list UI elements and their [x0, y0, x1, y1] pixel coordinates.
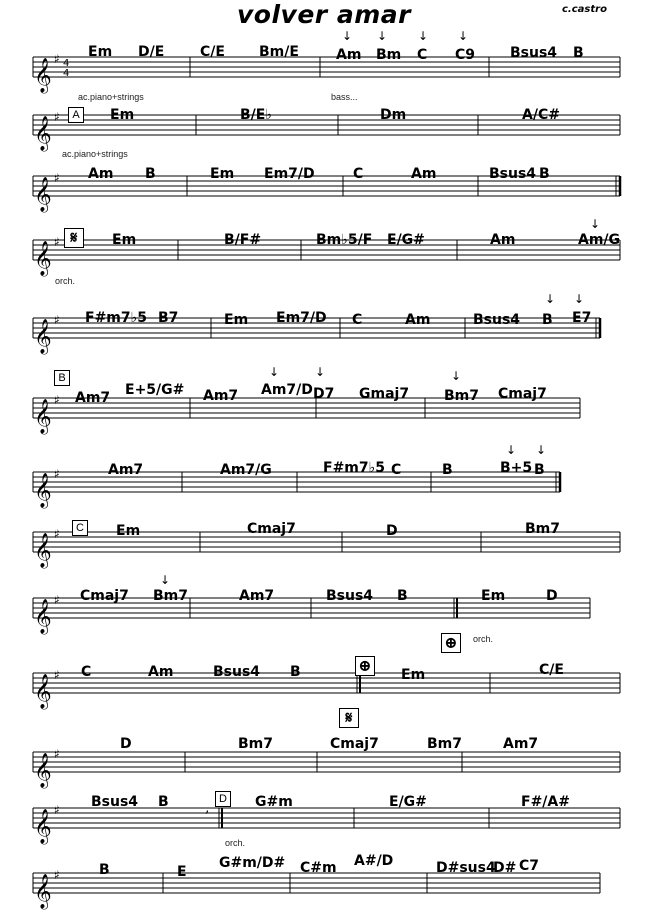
chord: Bsus4: [213, 664, 261, 680]
key-sharp-icon: ♯: [54, 313, 60, 327]
treble-clef-icon: 𝄞: [34, 177, 52, 212]
chord: Bsus4: [91, 794, 139, 810]
instrument-note: orch.: [225, 838, 246, 848]
chord: D#sus4: [436, 860, 496, 876]
chord: Em: [112, 232, 137, 248]
chord: Am7/D: [261, 382, 313, 398]
chord: Cmaj7: [247, 521, 296, 537]
key-sharp-icon: ♯: [54, 868, 60, 882]
chord: D#: [493, 860, 517, 876]
chord: A#/D: [354, 853, 394, 869]
key-sharp-icon: ♯: [54, 235, 60, 249]
chord: C: [353, 166, 364, 182]
chord: Em: [401, 667, 426, 683]
treble-clef-icon: 𝄞: [34, 116, 52, 151]
chord: Bsus4: [489, 166, 537, 182]
chord: Bm/E: [259, 44, 299, 60]
chord: B: [99, 862, 110, 878]
arrow-down-icon: ↓: [506, 443, 517, 457]
arrow-down-icon: ↓: [451, 369, 462, 383]
chord: C7: [519, 858, 540, 874]
key-sharp-icon: ♯: [54, 393, 60, 407]
rehearsal-mark: B: [54, 370, 70, 386]
chord: Am7: [203, 388, 239, 404]
chord: F#m7♭5: [323, 460, 385, 476]
chord: Am: [405, 312, 431, 328]
chord: E7: [572, 310, 592, 326]
chord: C#m: [300, 860, 337, 876]
arrow-down-icon: ↓: [418, 29, 429, 43]
chord: Em: [110, 107, 135, 123]
chord: Am/G: [578, 232, 621, 248]
chord: B/E♭: [240, 107, 272, 123]
time-signature: 4: [63, 58, 70, 69]
coda-icon: ⊕: [441, 633, 461, 653]
chord: Am: [490, 232, 516, 248]
arrow-down-icon: ↓: [160, 573, 171, 587]
breath-mark: ,: [205, 800, 210, 816]
chord: Bm7: [525, 521, 560, 537]
arrow-down-icon: ↓: [458, 29, 469, 43]
chord: C: [352, 312, 363, 328]
time-signature: 4: [63, 68, 70, 79]
chord: D7: [313, 386, 335, 402]
chord: C9: [455, 47, 476, 63]
chord: Bsus4: [473, 312, 521, 328]
instrument-note: ac.piano+strings: [62, 149, 128, 159]
treble-clef-icon: 𝄞: [34, 58, 52, 93]
chord: B+5: [500, 460, 533, 476]
chord: B7: [158, 310, 179, 326]
treble-clef-icon: 𝄞: [34, 319, 52, 354]
chord: C/E: [539, 662, 564, 678]
chord: Bm7: [153, 588, 188, 604]
key-sharp-icon: ♯: [54, 593, 60, 607]
chord: Bm7: [427, 736, 462, 752]
chord: B: [397, 588, 408, 604]
chord: B: [534, 462, 545, 478]
segno-icon: 𝄋: [339, 708, 359, 728]
composer-name: c.castro: [562, 4, 607, 15]
chord: Am7: [75, 390, 111, 406]
chord: Bm7: [238, 736, 273, 752]
instrument-note: bass...: [331, 92, 358, 102]
key-sharp-icon: ♯: [54, 668, 60, 682]
chord: Bm: [376, 47, 402, 63]
chord: Am7: [108, 462, 144, 478]
song-title: volver amar: [237, 0, 411, 29]
chord: Em7/D: [276, 310, 327, 326]
key-sharp-icon: ♯: [54, 747, 60, 761]
chord: E: [177, 864, 187, 880]
arrow-down-icon: ↓: [315, 365, 326, 379]
arrow-down-icon: ↓: [377, 29, 388, 43]
chord: B: [290, 664, 301, 680]
key-sharp-icon: ♯: [54, 171, 60, 185]
chord: E/G#: [387, 232, 425, 248]
rehearsal-mark: C: [72, 520, 88, 536]
instrument-note: orch.: [473, 634, 494, 644]
chord: Gmaj7: [359, 386, 410, 402]
instrument-note: orch.: [55, 276, 76, 286]
chord: B: [539, 166, 550, 182]
treble-clef-icon: 𝄞: [34, 473, 52, 508]
chord: Bm♭5/F: [316, 232, 373, 248]
chord: Em7/D: [264, 166, 315, 182]
arrow-down-icon: ↓: [269, 365, 280, 379]
chord: Am7/G: [220, 462, 272, 478]
treble-clef-icon: 𝄞: [34, 753, 52, 788]
treble-clef-icon: 𝄞: [34, 599, 52, 634]
chord: Em: [210, 166, 235, 182]
rehearsal-mark: D: [215, 791, 231, 807]
chord: Cmaj7: [330, 736, 379, 752]
key-sharp-icon: ♯: [54, 110, 60, 124]
chord: D: [120, 736, 132, 752]
key-sharp-icon: ♯: [54, 52, 60, 66]
chord: Am: [88, 166, 114, 182]
chord: Am: [336, 47, 362, 63]
chord: B: [158, 794, 169, 810]
chord: Dm: [380, 107, 407, 123]
chord: B: [573, 45, 584, 61]
chord: Am: [148, 664, 174, 680]
key-sharp-icon: ♯: [54, 803, 60, 817]
segno-icon: 𝄋: [64, 228, 84, 248]
chord: C/E: [200, 44, 225, 60]
key-sharp-icon: ♯: [54, 467, 60, 481]
chord: D: [546, 588, 558, 604]
chord: Em: [88, 44, 113, 60]
chord: Em: [481, 588, 506, 604]
treble-clef-icon: 𝄞: [34, 809, 52, 844]
arrow-down-icon: ↓: [342, 29, 353, 43]
chord: G#m: [255, 794, 293, 810]
chord: Am: [411, 166, 437, 182]
chord: C: [417, 47, 428, 63]
chord: Cmaj7: [498, 386, 547, 402]
treble-clef-icon: 𝄞: [34, 674, 52, 709]
chord: Bsus4: [326, 588, 374, 604]
instrument-note: ac.piano+strings: [78, 92, 144, 102]
arrow-down-icon: ↓: [590, 217, 601, 231]
chord: B: [542, 312, 553, 328]
chord: G#m/D#: [219, 855, 286, 871]
arrow-down-icon: ↓: [545, 292, 556, 306]
chord: Am7: [503, 736, 539, 752]
treble-clef-icon: 𝄞: [34, 241, 52, 276]
treble-clef-icon: 𝄞: [34, 533, 52, 568]
chord: Em: [224, 312, 249, 328]
arrow-down-icon: ↓: [536, 443, 547, 457]
treble-clef-icon: 𝄞: [34, 874, 52, 909]
chord: C: [81, 664, 92, 680]
chord: Bsus4: [510, 45, 558, 61]
chord: Em: [116, 523, 141, 539]
chord: Cmaj7: [80, 588, 129, 604]
key-sharp-icon: ♯: [54, 527, 60, 541]
chord: D/E: [138, 44, 165, 60]
chord: Bm7: [444, 388, 479, 404]
chord: E+5/G#: [125, 382, 185, 398]
chord: C: [391, 462, 402, 478]
chord: A/C#: [522, 107, 560, 123]
chord: B: [145, 166, 156, 182]
coda-icon: ⊕: [355, 656, 375, 676]
chord: F#m7♭5: [85, 310, 147, 326]
rehearsal-mark: A: [68, 107, 84, 123]
chord: D: [386, 523, 398, 539]
arrow-down-icon: ↓: [574, 292, 585, 306]
chord: E/G#: [389, 794, 427, 810]
chord: B/F#: [224, 232, 262, 248]
chord: B: [442, 462, 453, 478]
chord: F#/A#: [521, 794, 570, 810]
treble-clef-icon: 𝄞: [34, 399, 52, 434]
chord: Am7: [239, 588, 275, 604]
